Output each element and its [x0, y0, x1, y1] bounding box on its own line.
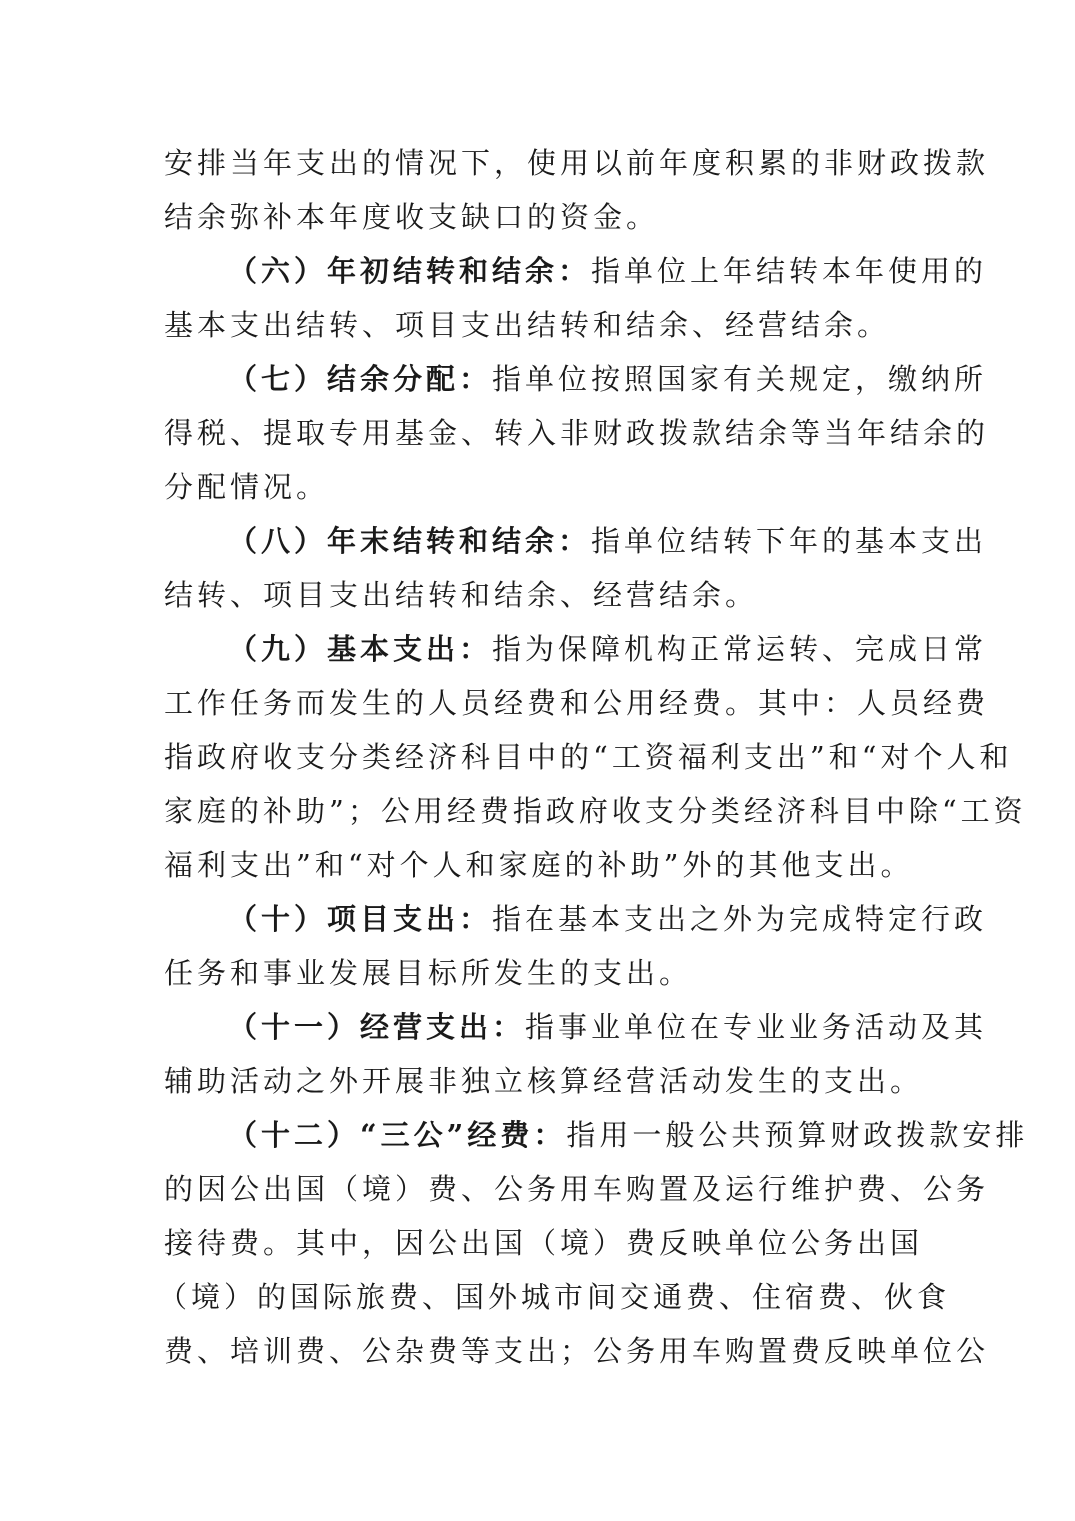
text-line: 的因公出国（境）费、公务用车购置及运行维护费、公务 — [164, 1172, 990, 1206]
paragraph-first-line — [0, 244, 1075, 298]
text-line: 结余弥补本年度收支缺口的资金。 — [164, 200, 660, 234]
text-line: 指政府收支分类经济科目中的“工资福利支出”和“对个人和 — [164, 740, 1013, 774]
definition-text: 指在基本支出之外为完成特定行政 — [492, 902, 988, 936]
definition-text: 指用一般公共预算财政拨款安排 — [566, 1118, 1029, 1152]
term-heading: （十）项目支出： — [228, 902, 493, 936]
paragraph-first-line — [0, 1000, 1075, 1054]
term-heading: （七）结余分配： — [228, 362, 493, 396]
definition-text: 指单位按照国家有关规定，缴纳所 — [492, 362, 988, 396]
text-line: 任务和事业发展目标所发生的支出。 — [164, 956, 693, 990]
definition-text: 指单位上年结转本年使用的 — [591, 254, 988, 288]
paragraph-first-line — [0, 514, 1075, 568]
text-line: 家庭的补助”；公用经费指政府收支分类经济科目中除“工资 — [164, 794, 1027, 828]
paragraph-first-line — [0, 622, 1075, 676]
definition-text: 指单位结转下年的基本支出 — [591, 524, 988, 558]
text-line: 费、培训费、公杂费等支出；公务用车购置费反映单位公 — [164, 1334, 990, 1368]
text-line: 工作任务而发生的人员经费和公用经费。其中：人员经费 — [164, 686, 990, 720]
text-line: 分配情况。 — [164, 470, 330, 504]
term-heading: （八）年末结转和结余： — [228, 524, 592, 558]
paragraph-first-line — [0, 352, 1075, 406]
text-line: 辅助活动之外开展非独立核算经营活动发生的支出。 — [164, 1064, 924, 1098]
text-line: （境）的国际旅费、国外城市间交通费、住宿费、伙食 — [158, 1280, 951, 1314]
text-line: 福利支出”和“对个人和家庭的补助”外的其他支出。 — [164, 848, 914, 882]
term-heading: （六）年初结转和结余： — [228, 254, 592, 288]
term-heading: （十一）经营支出： — [228, 1010, 526, 1044]
text-line: 得税、提取专用基金、转入非财政拨款结余等当年结余的 — [164, 416, 990, 450]
text-line: 结转、项目支出结转和结余、经营结余。 — [164, 578, 759, 612]
term-heading: （十二）“三公”经费： — [228, 1118, 567, 1152]
definition-text: 指为保障机构正常运转、完成日常 — [492, 632, 988, 666]
definition-text: 指事业单位在专业业务活动及其 — [525, 1010, 988, 1044]
text-line: 接待费。其中，因公出国（境）费反映单位公务出国 — [164, 1226, 924, 1260]
paragraph-first-line — [0, 892, 1075, 946]
term-heading: （九）基本支出： — [228, 632, 493, 666]
text-line: 基本支出结转、项目支出结转和结余、经营结余。 — [164, 308, 891, 342]
text-line: 安排当年支出的情况下，使用以前年度积累的非财政拨款 — [164, 146, 990, 180]
paragraph-first-line — [0, 1108, 1075, 1162]
